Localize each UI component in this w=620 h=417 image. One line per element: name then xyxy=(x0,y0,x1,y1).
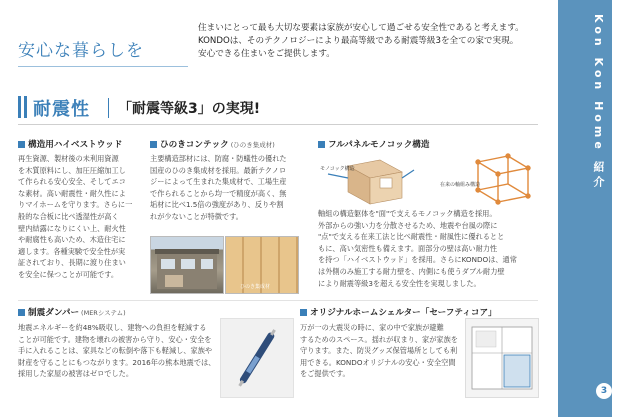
house-photo xyxy=(150,236,224,294)
body-line: 財産を守ることにもつながります。2016年の熊本地震では、 xyxy=(18,357,216,367)
bullet-square-icon xyxy=(18,141,25,148)
page-edge xyxy=(612,0,620,417)
wood-photo xyxy=(225,236,299,294)
body-line: "点"で支える在来工法と比べ耐震性・耐風性に優れるとと xyxy=(318,232,505,242)
body-line: するためのスペース。揺れが収まり、家が家族を xyxy=(300,334,458,344)
col1-body xyxy=(18,153,140,281)
side-brand-text: Kon Kon Home 紹介 xyxy=(592,14,605,191)
body-line: ジーによって生まれた集成材で、工場生産 xyxy=(150,177,287,187)
body-line: を安全に保つことが可能です。 xyxy=(18,269,119,279)
section-subheading: 「耐震等級3」の実現! xyxy=(118,101,261,117)
frame-structure-icon xyxy=(476,154,530,204)
col1-title: 構造用ハイベストウッド xyxy=(28,140,123,150)
body-line: 国産のひのき集成材を採用。最新テクノロ xyxy=(150,165,287,175)
page-number: 3 xyxy=(596,383,612,399)
col2-body xyxy=(150,153,300,223)
col4-title: 制震ダンパー xyxy=(28,308,80,318)
col4-heading xyxy=(18,306,126,318)
body-line: 軸組の構造躯体を"面"で支えるモノコック構造を採用。 xyxy=(318,209,497,218)
body-line: ことが可能です。建物を壊れの被害から守り、安心・安全を xyxy=(18,334,212,344)
col5-title: オリジナルホームシェルター「セーフティコア」 xyxy=(310,308,497,318)
damper-illustration xyxy=(221,319,293,397)
diagram-label-frame: 在来の軸組み構造 xyxy=(440,182,481,188)
body-line: 守ります。また、防災グッズ保管場所としても利 xyxy=(300,346,458,356)
body-line: 用できる。KONDOオリジナルの安心・安全空間 xyxy=(300,357,456,367)
body-line: 採用した家屋の被害はゼロでした。 xyxy=(18,369,134,379)
bullet-square-icon xyxy=(300,309,307,316)
section-separator xyxy=(108,98,109,118)
shelter-floorplan xyxy=(465,318,539,398)
body-line: 般的な合板に比べ透湿性が高く xyxy=(18,211,119,221)
title-underline xyxy=(18,66,188,67)
damper-photo xyxy=(220,318,294,398)
intro-line: 住まいにとって最も大切な要素は家族が安心して過ごせる安全性であると考えます。 xyxy=(198,23,524,33)
body-line: を木質原料にし、加圧圧縮加工し xyxy=(18,165,126,175)
section-heading: 耐震性 xyxy=(33,99,90,120)
body-line: 地震エネルギーを約48%吸収し、建物への負担を軽減する xyxy=(18,323,207,332)
intro-text xyxy=(198,22,543,61)
body-line: な素材。高い耐震性・耐久性によ xyxy=(18,188,126,198)
body-line: れが少ないことが特徴です。 xyxy=(150,211,243,221)
col4-body xyxy=(18,322,216,380)
col5-body xyxy=(300,322,462,380)
col1-heading xyxy=(18,138,122,150)
col2-title: ひのきコンテック xyxy=(160,140,229,150)
col3-title: フルパネルモノコック構造 xyxy=(328,140,430,150)
body-line: を持つ「ハイベストウッド」を採用。さらにKONDOは、通常 xyxy=(318,255,517,265)
body-line: 壁内結露になりにくい上、耐火性 xyxy=(18,223,126,233)
body-line: は外側のみ施工する耐力壁を、内側にも使うダブル耐力壁 xyxy=(318,266,505,276)
bullet-square-icon xyxy=(150,141,157,148)
page-title: 安心な暮らしを xyxy=(18,41,144,61)
house-illustration xyxy=(151,237,223,293)
section-accent-bar xyxy=(24,96,27,118)
body-line: で作られることから均一で精度が高く、無 xyxy=(150,188,287,198)
bullet-square-icon xyxy=(18,309,25,316)
intro-line: KONDOは、そのテクノロジーにより最高等級である耐震等級3を全ての家で実現。 xyxy=(198,36,519,46)
col5-heading xyxy=(300,306,497,318)
row-divider xyxy=(18,300,538,301)
wood-photo-label: ひのき集成材 xyxy=(240,284,271,290)
col4-title-note: (MERシステム) xyxy=(81,309,126,317)
col3-heading xyxy=(318,138,430,150)
col2-heading xyxy=(150,138,275,150)
body-line: や耐腐性も高いため、木造住宅に xyxy=(18,235,126,245)
col3-body xyxy=(318,208,540,289)
body-line: 手に入れることは、家具などの転倒や落下も軽減し、家族や xyxy=(18,346,213,356)
structure-diagram xyxy=(318,150,538,206)
body-line: 再生資源、製材後の未利用資源 xyxy=(18,154,119,163)
body-line: 適します。各種実験で安全性が実 xyxy=(18,246,126,256)
diagram-label-monocoque: モノコック構造 xyxy=(320,166,355,172)
body-line: 垢材に比べ1.5倍の強度があり、反りや割 xyxy=(150,200,284,210)
section-accent-bar xyxy=(18,96,21,118)
col2-title-note: (ひのき集成材) xyxy=(230,141,275,149)
intro-line: 安心できる住まいをご提供します。 xyxy=(198,49,335,59)
section-rule xyxy=(18,124,538,125)
body-line: 外部からの強い力を分散させるため、地震や台風の際に xyxy=(318,220,498,230)
body-line: 主要構造部材には、防腐・防蟻性の優れた xyxy=(150,154,287,163)
body-line: もに、高い気密性も備えます。面部分の壁は高い耐力性 xyxy=(318,243,498,253)
body-line: 万が一の大震災の時に、家の中で家族が避難 xyxy=(300,323,444,332)
body-line: て作られる安心安全、そしてエコ xyxy=(18,177,126,187)
body-line: をご提供です。 xyxy=(300,369,350,379)
floorplan-illustration xyxy=(466,319,538,397)
body-line: 証されており、長期に渡り住まい xyxy=(18,258,126,268)
bullet-square-icon xyxy=(318,141,325,148)
body-line: りマイホームを守ります。さらに一 xyxy=(18,200,133,210)
body-line: により耐震等級3を超える安全性を実現しました。 xyxy=(318,278,481,288)
